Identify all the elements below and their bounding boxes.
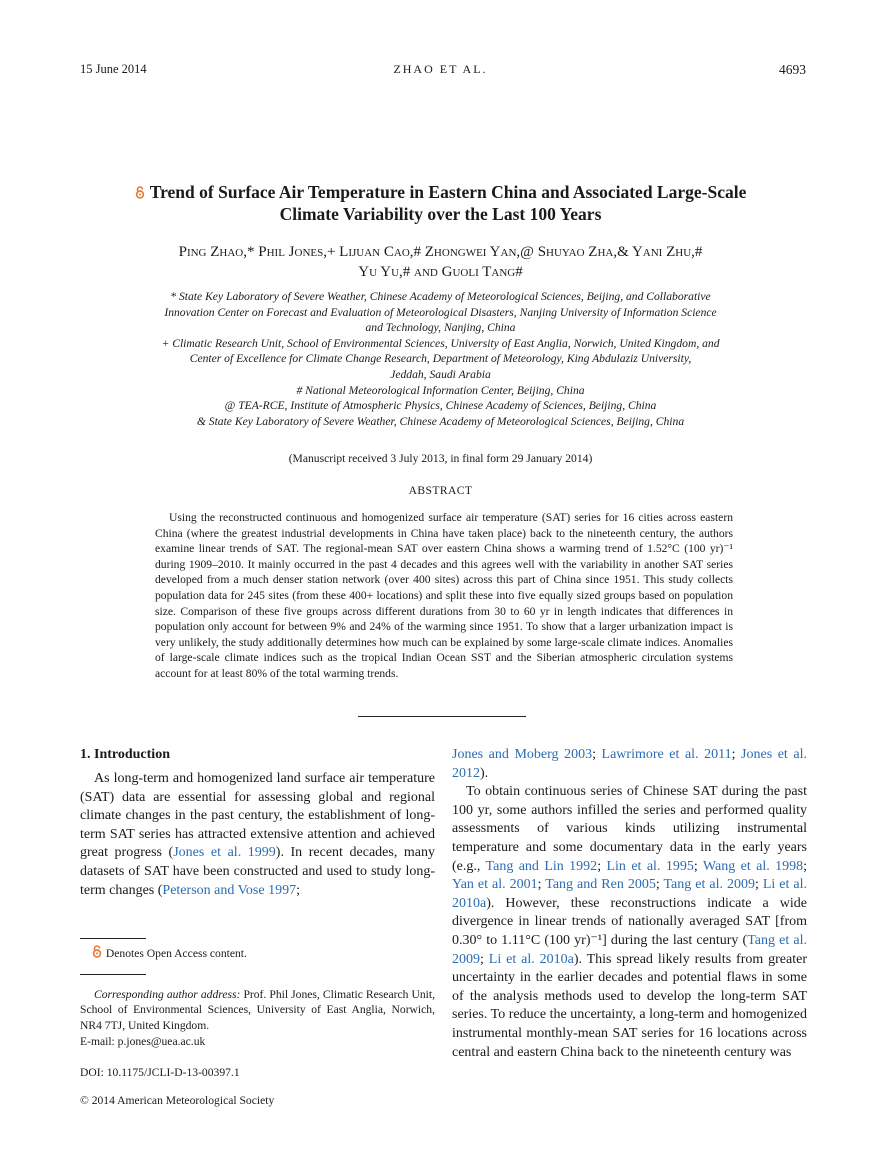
left-column [80, 746, 435, 1108]
intro-paragraph [80, 770, 435, 900]
citation-link[interactable]: Yan et al. 2001 [452, 877, 538, 893]
paragraph-text: ; [693, 858, 703, 874]
affiliation-line: @ TEA-RCE, Institute of Atmospheric Physics, Chinese Academy of Sciences, Beijing, China [224, 399, 657, 413]
paragraph-text: ; [480, 951, 489, 967]
body-paragraph [452, 783, 807, 1062]
title-line-1: Trend of Surface Air Temperature in Eastern China and Associated Large-Scale [149, 182, 747, 202]
citation-link[interactable]: Jones et al. 2012 [452, 747, 807, 781]
footnote-rule [80, 938, 146, 939]
running-header-journal: ZHAO ET AL. [393, 62, 488, 76]
citation-link[interactable]: Li et al. 2010a [488, 951, 574, 967]
affiliation-line: # National Meteorological Information Center, Beijing, China [296, 383, 585, 397]
citation-link[interactable]: Tang et al. 2009 [452, 932, 807, 967]
manuscript-dates: (Manuscript received 3 July 2013, in final form 29 January 2014) [288, 452, 593, 465]
abstract-heading: ABSTRACT [408, 484, 473, 497]
citation-link[interactable]: Tang et al. 2009 [663, 877, 755, 893]
affiliation-line: Jeddah, Saudi Arabia [390, 367, 491, 381]
author-list [80, 242, 801, 282]
title-line-2: Climate Variability over the Last 100 Years [279, 204, 602, 224]
affiliation-line: + Climatic Research Unit, School of Environmental Sciences, University of East Anglia, Norwich, United Kingdom, and [161, 336, 720, 350]
citation-link[interactable]: Wang et al. 1998 [702, 858, 804, 874]
paragraph-text: ). This spread likely results from greater uncertainty in the earlier decades and potential flaws in some of the analysis methods used to develop the long-term SAT series. To reduce the uncertainty, a long-term and homogenized instrumental monthly-mean SAT series for 16 locations across central and eastern China back to the nineteenth century was [452, 951, 807, 1060]
citation-link[interactable]: Tang and Lin 1992 [485, 858, 598, 874]
running-header-date: 15 June 2014 [80, 62, 147, 76]
open-access-icon [135, 182, 150, 202]
citation-link[interactable]: Jones et al. 1999 [173, 845, 276, 861]
open-access-footnote [80, 945, 435, 962]
affiliation-line: Center of Excellence for Climate Change Research, Department of Meteorology, King Abdulaziz University, [189, 352, 692, 366]
affiliation-line: and Technology, Nanjing, China [365, 321, 516, 335]
paragraph-text: ; [731, 747, 742, 762]
page-number: 4693 [779, 62, 806, 77]
author-email: E-mail: p.jones@uea.ac.uk [80, 1034, 206, 1048]
section-divider [358, 716, 526, 717]
paragraph-text: As long-term and homogenized land surface air temperature (SAT) data are essential for assessing global and regional climate changes in the past century, the establishment of long-term SAT series has attracted extensive attention and achieved great progress ( [80, 771, 435, 861]
copyright: © 2014 American Meteorological Society [80, 1093, 275, 1107]
authors-line-2: Yu Yu,# and Guoli Tang# [358, 264, 523, 280]
footnote-text: Denotes Open Access content. [105, 947, 247, 961]
affiliation-line: Innovation Center on Forecast and Evaluation of Meteorological Disasters, Nanjing University of Information Science [164, 305, 717, 319]
affiliation-line: * State Key Laboratory of Severe Weather, Chinese Academy of Meteorological Sciences, Beijing, and Collaborative [170, 290, 711, 303]
paragraph-text: ; [754, 877, 763, 893]
footnote-text: Prof. Phil Jones, Climatic Research Unit, School of Environmental Sciences, University of East Anglia, Norwich, NR4 7TJ, United Kingdom. [80, 987, 435, 1032]
section-heading-introduction: 1. Introduction [80, 747, 170, 762]
affiliation-line: & State Key Laboratory of Severe Weather, Chinese Academy of Meteorological Sciences, Beijing, China [196, 414, 685, 428]
citation-link[interactable]: Lawrimore et al. 2011 [601, 747, 732, 762]
paragraph-text: ; [537, 877, 546, 893]
footnote-rule [80, 974, 146, 975]
authors-line-1: Ping Zhao,* Phil Jones,+ Lijuan Cao,# Zhongwei Yan,@ Shuyao Zha,& Yani Zhu,# [178, 244, 703, 260]
affiliations [100, 289, 781, 429]
footnote-label: Corresponding author address: [94, 987, 241, 1001]
paragraph-text: ). However, these reconstructions indicate a wide divergence in linear trends of nationally averaged SAT [from 0.30° to 1.11°C (100 yr)⁻¹] during the last century ( [452, 895, 807, 948]
paragraph-text: ; [803, 858, 808, 874]
paragraph-text: To obtain continuous series of Chinese SAT during the past 100 yr, some authors infilled the series and performed quality assessments of various kinds utilizing instrumental temperature and some documentary data in the early years (e.g., [452, 784, 807, 874]
paragraph-text: ; [597, 858, 607, 874]
open-access-icon [92, 945, 102, 958]
citation-link[interactable]: Li et al. 2010a [452, 877, 808, 911]
paragraph-text: ; [592, 747, 602, 762]
paragraph-text: ; [296, 882, 300, 898]
paragraph-text: ). In recent decades, many datasets of SAT have been constructed and used to study long-term changes ( [80, 845, 435, 898]
citation-link[interactable]: Peterson and Vose 1997 [162, 882, 297, 898]
corresponding-author [80, 987, 435, 1034]
citation-link[interactable]: Tang and Ren 2005 [545, 877, 656, 893]
article-title [80, 181, 801, 225]
abstract-text: Using the reconstructed continuous and homogenized surface air temperature (SAT) series for 16 cities across eastern China (where the greatest industrial developments in China have taken place) back to the nineteenth century, the authors examine linear trends of SAT. The regional-mean SAT over eastern China shows a warming trend of 1.52°C (100 yr)⁻¹ during 1909–2010. It mainly occurred in the past 4 decades and this agrees well with the variability in another SAT series developed from a much denser station network (over 400 sites) across this part of China since 1951. This study collects population data for 245 sites (from these 400+ locations) and split these into five equally sized groups based on population size. Comparison of these five groups across different durations from 30 to 60 yr in length indicates that differences in population only account for between 9% and 24% of the warming since 1951. To show that a larger urbanization impact is very unlikely, the study additionally determines how much can be explained by some large-scale climate indices. Anomalies of large-scale climate indices such as the tropical Indian Ocean SST and the Siberian atmospheric circulation systems account for at least 80% of the total warming trends. [155, 511, 733, 680]
citation-link[interactable]: Jones and Moberg 2003 [452, 747, 593, 762]
doi: DOI: 10.1175/JCLI-D-13-00397.1 [80, 1066, 240, 1080]
paragraph-text: ). [480, 765, 489, 781]
citation-link[interactable]: Lin et al. 1995 [606, 858, 694, 874]
paragraph-text: ; [655, 877, 664, 893]
intro-paragraph-continued [452, 746, 807, 783]
right-column [452, 746, 807, 1062]
